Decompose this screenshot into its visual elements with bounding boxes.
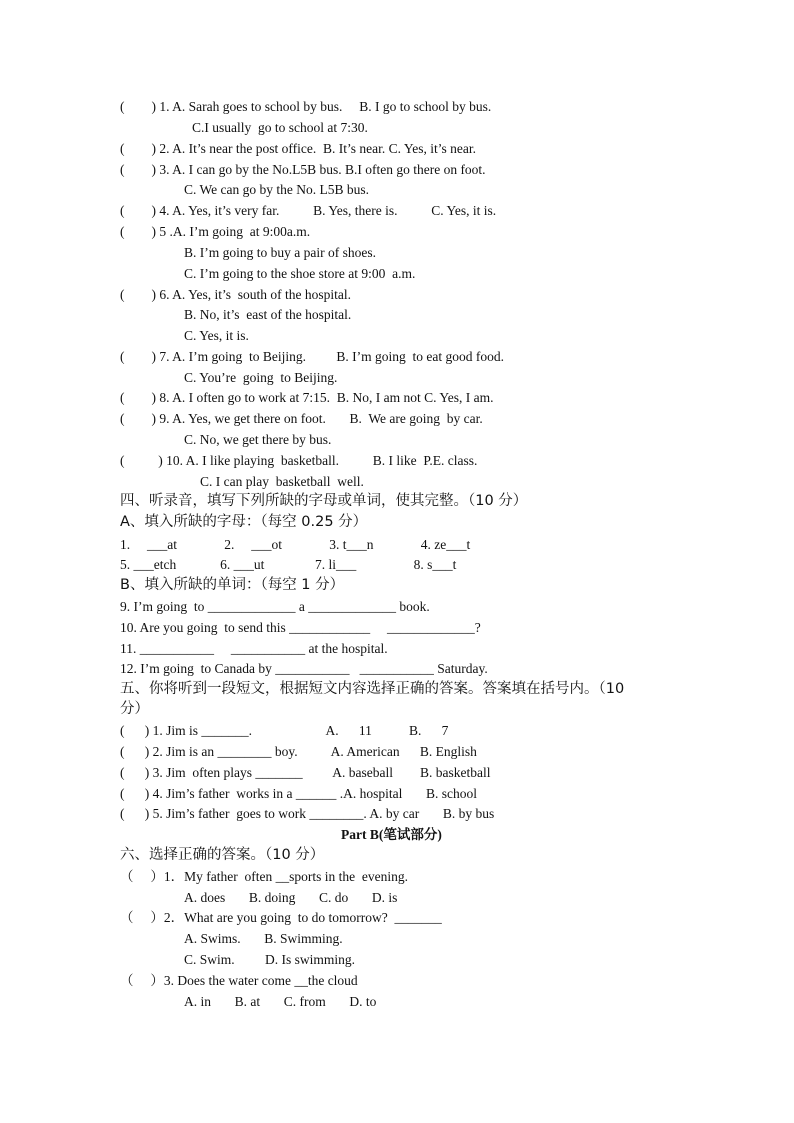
q5-line: ( ) 5 .A. I’m going at 9:00a.m. bbox=[120, 224, 311, 239]
fill-words-11: 11. ___________ ___________ at the hospital. bbox=[120, 641, 388, 656]
q5-option-b: B. I’m going to buy a pair of shoes. bbox=[184, 245, 376, 260]
q3-line: ( ) 3. A. I can go by the No.L5B bus. B.I often go there on foot. bbox=[120, 162, 486, 177]
s5-q2-line: ( ) 2. Jim is an ________ boy. A. American B. English bbox=[120, 744, 477, 759]
q6-line: ( ) 6. A. Yes, it’s south of the hospital. bbox=[120, 287, 352, 302]
s6-q2-line: （ ）2．What are you going to do tomorrow? _______ bbox=[120, 910, 442, 925]
fill-words-10: 10. Are you going to send this ____________ _____________? bbox=[120, 620, 481, 635]
s6-q3-options: A. in B. at C. from D. to bbox=[184, 994, 377, 1009]
s5-q3-line: ( ) 3. Jim often plays _______ A. baseball B. basketball bbox=[120, 765, 491, 780]
q3-option-c: C. We can go by the No. L5B bus. bbox=[184, 182, 370, 197]
section-5-heading-cont: 分） bbox=[120, 701, 149, 717]
s5-q1-line: ( ) 1. Jim is _______. A. 11 B. 7 bbox=[120, 723, 449, 738]
s6-q2-options-cd: C. Swim. D. Is swimming. bbox=[184, 952, 356, 967]
fill-letters-row-2: 5. ___etch 6. ___ut 7. li___ 8. s___t bbox=[120, 557, 457, 572]
fill-words-9: 9. I’m going to _____________ a _____________ book. bbox=[120, 599, 430, 614]
q7-option-c: C. You’re going to Beijing. bbox=[184, 370, 338, 385]
section-6-heading: 六、选择正确的答案。（10 分） bbox=[120, 847, 325, 863]
fill-letters-row-1: 1. ___at 2. ___ot 3. t___n 4. ze___t bbox=[120, 537, 471, 552]
part-b-heading: Part B(笔试部分) bbox=[341, 827, 442, 842]
q9-line: ( ) 9. A. Yes, we get there on foot. B. We are going by car. bbox=[120, 411, 483, 426]
s6-q3-line: （ ）3. Does the water come __the cloud bbox=[120, 973, 358, 988]
q4-line: ( ) 4. A. Yes, it’s very far. B. Yes, there is. C. Yes, it is. bbox=[120, 203, 497, 218]
q5-option-c: C. I’m going to the shoe store at 9:00 a.m. bbox=[184, 266, 416, 281]
q6-option-c: C. Yes, it is. bbox=[184, 328, 249, 343]
s5-q4-line: ( ) 4. Jim’s father works in a ______ .A. hospital B. school bbox=[120, 786, 477, 801]
s6-q1-options: A. does B. doing C. do D. is bbox=[184, 890, 398, 905]
q6-option-b: B. No, it’s east of the hospital. bbox=[184, 307, 352, 322]
s6-q2-options-ab: A. Swims. B. Swimming. bbox=[184, 931, 343, 946]
q8-line: ( ) 8. A. I often go to work at 7:15. B. No, I am not C. Yes, I am. bbox=[120, 390, 494, 405]
q10-line: ( ) 10. A. I like playing basketball. B. I like P.E. class. bbox=[120, 453, 478, 468]
q10-option-c: C. I can play basketball well. bbox=[200, 474, 364, 489]
q9-option-c: C. No, we get there by bus. bbox=[184, 432, 332, 447]
s6-q1-line: （ ）1．My father often __sports in the evening. bbox=[120, 869, 408, 884]
fill-words-12: 12. I’m going to Canada by ___________ ___________ Saturday. bbox=[120, 661, 488, 676]
section-4-heading: 四、听录音，填写下列所缺的字母或单词，使其完整。（10 分） bbox=[120, 493, 528, 509]
q1-option-c: C.I usually go to school at 7:30. bbox=[192, 120, 368, 135]
q2-line: ( ) 2. A. It’s near the post office. B. It’s near. C. Yes, it’s near. bbox=[120, 141, 476, 156]
section-4a-heading: A、填入所缺的字母：（每空 0.25 分） bbox=[120, 514, 368, 530]
q1-line: ( ) 1. A. Sarah goes to school by bus. B. I go to school by bus. bbox=[120, 99, 492, 114]
section-4b-heading: B、填入所缺的单词：（每空 1 分） bbox=[120, 577, 345, 593]
q7-line: ( ) 7. A. I’m going to Beijing. B. I’m going to eat good food. bbox=[120, 349, 504, 364]
section-5-heading: 五、你将听到一段短文，根据短文内容选择正确的答案。答案填在括号内。（10 bbox=[120, 681, 625, 697]
s5-q5-line: ( ) 5. Jim’s father goes to work ________. A. by car B. by bus bbox=[120, 806, 495, 821]
